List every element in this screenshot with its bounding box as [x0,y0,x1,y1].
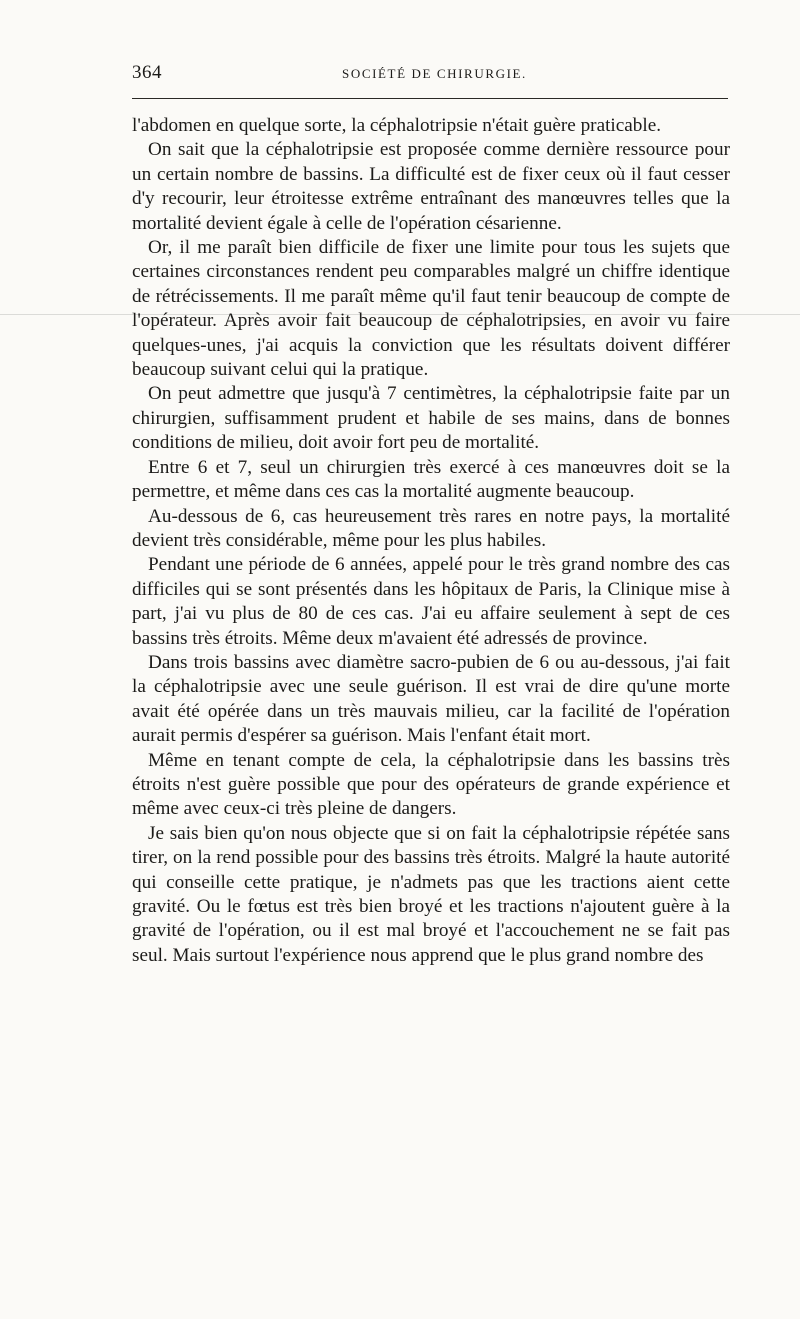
paragraph: On peut admettre que jusqu'à 7 centimètres, la céphalotripsie faite par un chirurgien, suffisamment prudent et habile de ses mains, dans de bonnes conditions de milieu, doit avoir fort peu de mortalité. [132,383,730,454]
paragraph: On sait que la céphalotripsie est proposée comme dernière ressource pour un certain nombre de bassins. La difficulté est de fixer ceux où il faut cesser d'y recourir, leur étroitesse extrême entraînant des manœuvres telles que la mortalité devient égale à celle de l'opération césarienne. [132,139,730,234]
header-rule [132,98,728,99]
paragraph: Entre 6 et 7, seul un chirurgien très exercé à ces manœuvres doit se la permettre, et même dans ces cas la mortalité augmente beaucoup. [132,456,730,503]
paragraph: Même en tenant compte de cela, la céphalotripsie dans les bassins très étroits n'est guère possible que pour des opérateurs de grande expérience et même avec ceux-ci très pleine de dangers. [132,749,730,820]
paragraph: Au-dessous de 6, cas heureusement très rares en notre pays, la mortalité devient très considérable, même pour les plus habiles. [132,505,730,551]
running-title: SOCIÉTÉ DE CHIRURGIE. [342,66,527,81]
paragraph: Je sais bien qu'on nous objecte que si on fait la céphalotripsie répétée sans tirer, on la rend possible pour des bassins très étroits. Malgré la haute autorité qui conseille cette pratique, je n'admets pas que les tractions aient cette gravité. Ou le fœtus est très bien broyé et les tractions n'ajoutent guère à la gravité de l'opération, ou il est mal broyé et l'accouchement ne se fait pas seul. Mais surtout l'expérience nous apprend que le plus grand nombre des [132,822,730,966]
paragraph-continuation: l'abdomen en quelque sorte, la céphalotripsie n'était guère praticable. [132,115,662,136]
paragraph: Dans trois bassins avec diamètre sacro-pubien de 6 ou au-dessous, j'ai fait la céphalotripsie avec une seule guérison. Il est vrai de dire qu'une morte avait été opérée dans un très mauvais milieu, car la facilité de l'opération aurait permis d'espérer sa guérison. Mais l'enfant était mort. [132,651,730,747]
paragraph: Pendant une période de 6 années, appelé pour le très grand nombre des cas difficiles qui se sont présentés dans les hôpitaux de Paris, la Clinique mise à part, j'ai vu plus de 80 de ces cas. J'ai eu affaire seulement à sept de ces bassins très étroits. Même deux m'avaient été adressés de province. [132,554,730,649]
page-number: 364 [132,62,162,83]
paragraph: Or, il me paraît bien difficile de fixer une limite pour tous les sujets que certaines circonstances rendent peu comparables malgré un chiffre identique de rétrécissements. Il me paraît même qu'il faut tenir beaucoup de compte de l'opérateur. Après avoir fait beaucoup de céphalotripsies, en avoir vu faire quelques-unes, j'ai acquis la conviction que les résultats doivent différer beaucoup suivant celui qui la pratique. [132,237,730,381]
page-header [132,62,728,92]
body-text [132,114,730,968]
